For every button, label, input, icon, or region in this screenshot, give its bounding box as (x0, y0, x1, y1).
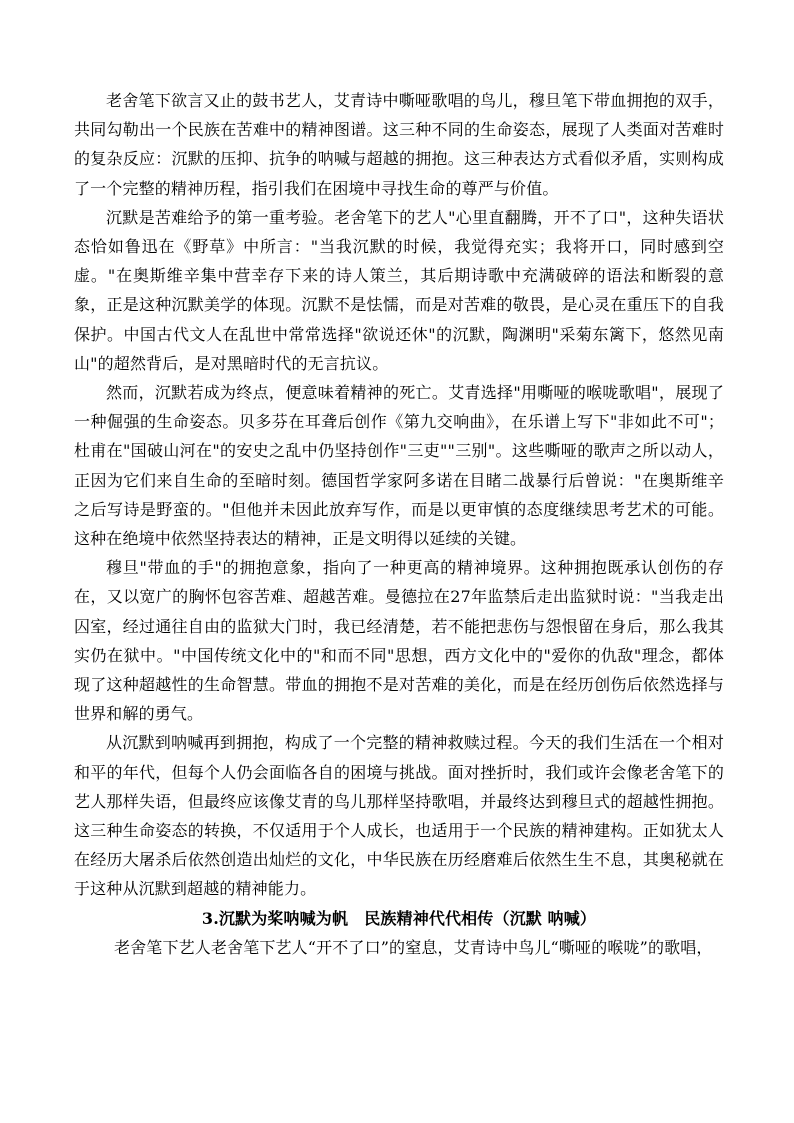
paragraph-voice: 然而，沉默若成为终点，便意味着精神的死亡。艾青选择"用嘶哑的喉咙歌唱"，展现了一种倔强的生命姿态。贝多芬在耳聋后创作《第九交响曲》，在乐谱上写下"非如此不可"；杜甫在"国破山河在"的安史之乱中仍坚持创作"三吏""三别"。这些嘶哑的歌声之所以动人，正因为它们来自生命的至暗时刻。德国哲学家阿多诺在目睹二战暴行后曾说："在奥斯维辛之后写诗是野蛮的。"但他并未因此放弃写作，而是以更审慎的态度继续思考艺术的可能。这种在绝境中依然坚持表达的精神，正是文明得以延续的关键。 (74, 383, 724, 549)
paragraph-silence: 沉默是苦难给予的第一重考验。老舍笔下的艺人"心里直翻腾，开不了口"，这种失语状态恰如鲁迅在《野草》中所言："当我沉默的时候，我觉得充实；我将开口，同时感到空虚。"在奥斯维辛集中营幸存下来的诗人策兰，其后期诗歌中充满破碎的语法和断裂的意象，正是这种沉默美学的体现。沉默不是怯懦，而是对苦难的敬畏，是心灵在重压下的自我保护。中国古代文人在乱世中常常选择"欲说还休"的沉默，陶渊明"采菊东篱下，悠然见南山"的超然背后，是对黑暗时代的无言抗议。 (74, 207, 724, 373)
paragraph-intro: 老舍笔下欲言又止的鼓书艺人，艾青诗中嘶哑歌唱的鸟儿，穆旦笔下带血拥抱的双手，共同勾勒出一个民族在苦难中的精神图谱。这三种不同的生命姿态，展现了人类面对苦难时的复杂反应：沉默的压抑、抗争的呐喊与超越的拥抱。这三种表达方式看似矛盾，实则构成了一个完整的精神历程，指引我们在困境中寻找生命的尊严与价值。 (74, 91, 724, 198)
document-page (74, 86, 724, 962)
paragraph-next: 老舍笔下艺人老舍笔下艺人“开不了口”的窒息，艾青诗中鸟儿“嘶哑的喉咙”的歌唱， (114, 937, 713, 957)
section-heading: 3.沉默为桨呐喊为帆 民族精神代代相传（沉默 呐喊） (201, 908, 597, 928)
paragraph-conclusion: 从沉默到呐喊再到拥抱，构成了一个完整的精神救赎过程。今天的我们生活在一个相对和平的年代，但每个人仍会面临各自的困境与挑战。面对挫折时，我们或许会像老舍笔下的艺人那样失语，但最终应该像艾青的鸟儿那样坚持歌唱，并最终达到穆旦式的超越性拥抱。这三种生命姿态的转换，不仅适用于个人成长，也适用于一个民族的精神建构。正如犹太人在经历大屠杀后依然创造出灿烂的文化，中华民族在历经磨难后依然生生不息，其奥秘就在于这种从沉默到超越的精神能力。 (74, 733, 724, 899)
paragraph-embrace: 穆旦"带血的手"的拥抱意象，指向了一种更高的精神境界。这种拥抱既承认创伤的存在，又以宽广的胸怀包容苦难、超越苦难。曼德拉在27年监禁后走出监狱时说："当我走出囚室，经过通往自由的监狱大门时，我已经清楚，若不能把悲伤与怨恨留在身后，那么我其实仍在狱中。"中国传统文化中的"和而不同"思想，西方文化中的"爱你的仇敌"理念，都体现了这种超越性的生命智慧。带血的拥抱不是对苦难的美化，而是在经历创伤后依然选择与世界和解的勇气。 (74, 558, 724, 724)
